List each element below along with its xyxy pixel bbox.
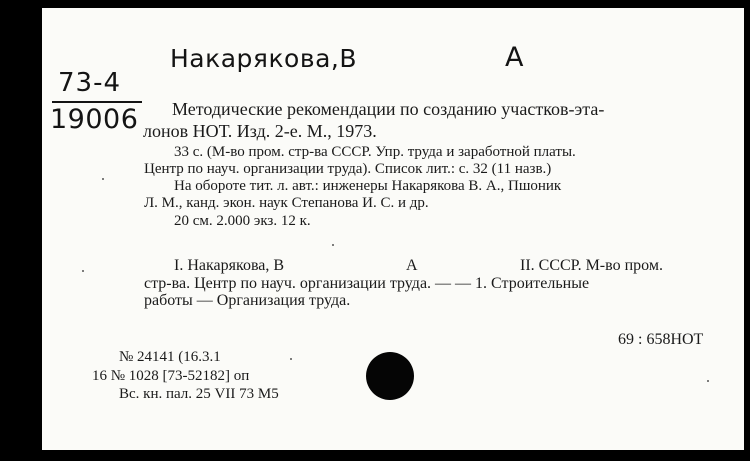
record-number-line-1: № 24141 (16.3.1 bbox=[119, 349, 221, 365]
tracing-line-2: стр-ва. Центр по науч. организации труда. — — 1. Строительные bbox=[144, 275, 590, 292]
call-number-top: 73-4 bbox=[58, 68, 122, 98]
tracing-line-3: работы — Организация труда. bbox=[144, 292, 351, 309]
call-number-bottom: 19006 bbox=[50, 104, 139, 135]
handwritten-author: Накарякова,В bbox=[170, 44, 357, 73]
title-line-1: Методические рекомендации по созданию участков-эта- bbox=[172, 99, 605, 119]
handwritten-letter: А bbox=[505, 42, 524, 73]
title-line-2: лонов НОТ. Изд. 2-е. М., 1973. bbox=[143, 121, 377, 141]
record-number-line-2: 16 № 1028 [73-52182] оп bbox=[92, 368, 250, 384]
tracing-org: II. СССР. М-во пром. bbox=[520, 257, 663, 274]
description-line-5: 20 см. 2.000 экз. 12 к. bbox=[174, 213, 311, 229]
speck bbox=[82, 270, 84, 272]
description-line-4: Л. М., канд. экон. наук Степанова И. С. и др. bbox=[144, 195, 429, 211]
description-line-3: На обороте тит. л. авт.: инженеры Накарякова В. А., Пшоник bbox=[174, 178, 562, 194]
tracing-author-initial: А bbox=[406, 257, 418, 274]
description-line-2: Центр по науч. организации труда). Список лит.: с. 32 (11 назв.) bbox=[144, 161, 552, 177]
speck bbox=[707, 380, 709, 382]
description-line-1: 33 с. (М-во пром. стр-ва СССР. Упр. труда и заработной платы. bbox=[174, 144, 576, 160]
record-number-line-3: Вс. кн. пал. 25 VII 73 М5 bbox=[119, 386, 279, 402]
hole-punch bbox=[366, 352, 414, 400]
classification-code: 69 : 658НОТ bbox=[618, 331, 704, 348]
call-number-divider bbox=[52, 101, 142, 103]
speck bbox=[332, 244, 334, 246]
catalog-card bbox=[42, 8, 744, 450]
speck bbox=[102, 178, 104, 180]
tracing-author: I. Накарякова, В bbox=[174, 257, 285, 274]
speck bbox=[290, 358, 292, 360]
